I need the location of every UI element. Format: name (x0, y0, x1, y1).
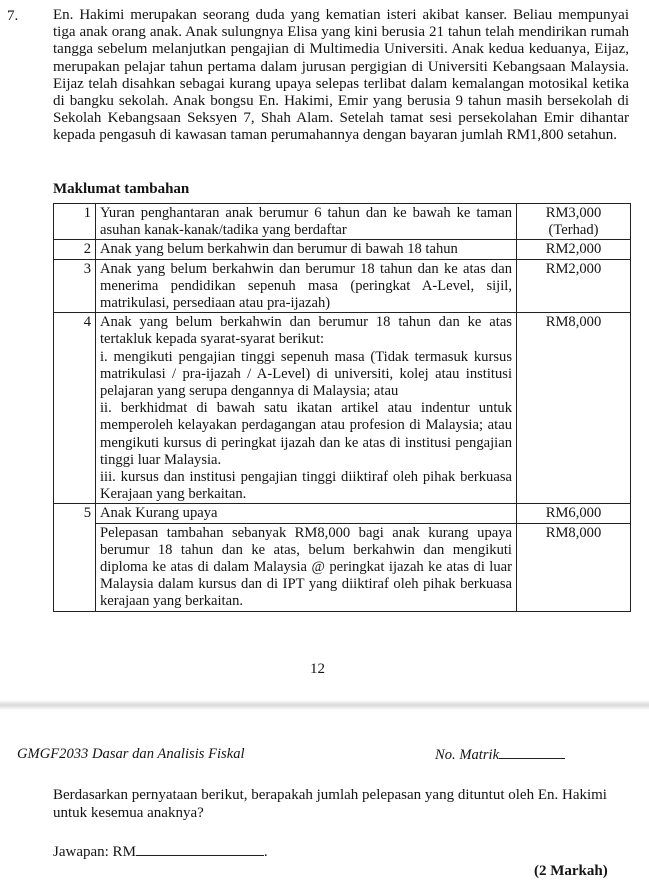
row-number: 3 (54, 259, 96, 313)
matrik-blank[interactable] (499, 746, 565, 759)
answer-field[interactable] (53, 843, 268, 861)
row-description: Pelepasan tambahan sebanyak RM8,000 bagi anak kurang upaya berumur 18 tahun dan ke atas, belum berkahwin dan mengikuti diploma ke atas di dalam Malaysia @ peringkat ijazah ke atas di luar Malaysia dalam kursus dan di IPT yang diiktiraf oleh pihak berkuasa kerajaan yang berkaitan. (96, 523, 517, 611)
table-row (54, 523, 631, 611)
amount-value: RM3,000 (545, 205, 602, 221)
question-prompt: Berdasarkan pernyataan berikut, berapakah jumlah pelepasan yang dituntut oleh En. Hakimi untuk kesemua anaknya? (53, 787, 607, 821)
row-amount: RM2,000 (517, 240, 631, 259)
page-number: 12 (310, 661, 325, 677)
row-description: Anak yang belum berkahwin dan berumur 18 tahun dan ke atas dan menerima pendidikan sepenuh masa (peringkat A-Level, sijil, matrikulasi, persediaan atau pra-ijazah) (96, 259, 517, 313)
page-divider (0, 700, 649, 710)
row-description (96, 313, 517, 504)
row-amount (517, 204, 631, 240)
matrik-field[interactable] (435, 746, 565, 764)
condition-iii: iii. kursus dan institusi pengajian tinggi diiktiraf oleh pihak berkuasa Kerajaan yang berkaitan. (100, 469, 512, 503)
answer-blank[interactable] (136, 843, 264, 856)
table-row (54, 259, 631, 313)
relief-table (53, 203, 631, 612)
table-row (54, 313, 631, 504)
row-amount: RM8,000 (517, 313, 631, 504)
row-description: Anak Kurang upaya (96, 504, 517, 523)
answer-label: Jawapan: RM (53, 844, 136, 860)
row-description: Yuran penghantaran anak berumur 6 tahun dan ke bawah ke taman asuhan kanak-kanak/tadika yang berdaftar (96, 204, 517, 240)
table-title: Maklumat tambahan (53, 181, 190, 197)
row-amount: RM8,000 (517, 523, 631, 611)
condition-i: i. mengikuti pengajian tinggi sepenuh masa (Tidak termasuk kursus matrikulasi / pra-ijazah / A-Level) di universiti, kolej atau institusi pelajaran yang serupa dengannya di Malaysia; atau (100, 348, 512, 400)
course-title: GMGF2033 Dasar dan Analisis Fiskal (17, 746, 245, 762)
marks: (2 Markah) (534, 863, 608, 879)
row-number: 2 (54, 240, 96, 259)
question-number: 7. (7, 8, 19, 24)
table-row (54, 504, 631, 523)
row-number: 5 (54, 504, 96, 611)
table-row (54, 240, 631, 259)
matrik-label: No. Matrik (435, 747, 500, 763)
description-intro: Anak yang belum berkahwin dan berumur 18 tahun dan ke atas tertakluk kepada syarat-syarat berikut: (100, 314, 512, 348)
condition-ii: ii. berkhidmat di bawah satu ikatan artikel atau indentur untuk memperoleh kelayakan perdagangan atau profesion di Malaysia; atau mengikuti kursus di peringkat ijazah dan ke atas di institusi pengajian tinggi luar Malaysia. (100, 400, 512, 468)
answer-end: . (263, 844, 268, 860)
row-description: Anak yang belum berkahwin dan berumur di bawah 18 tahun (96, 240, 517, 259)
row-amount: RM6,000 (517, 504, 631, 523)
row-number: 1 (54, 204, 96, 240)
row-amount: RM2,000 (517, 259, 631, 313)
amount-note: (Terhad) (548, 222, 599, 239)
table-row (54, 204, 631, 240)
question-paragraph: En. Hakimi merupakan seorang duda yang kematian isteri akibat kanser. Beliau mempunyai tiga anak orang anak. Anak sulungnya Elisa yang kini berusia 21 tahun telah mendirikan rumah tangga sebelum melanjutkan pengajian di Multimedia Universiti. Anak kedua keduanya, Eijaz, merupakan pelajar tahun pertama dalam jurusan pergigian di Universiti Kebangsaan Malaysia. Eijaz telah disahkan sebagai kurang upaya selepas terlibat dalam kemalangan motosikal ketika di bangku sekolah. Anak bongsu En. Hakimi, Emir yang berusia 9 tahun masih bersekolah di Sekolah Kebangsaan Seksyen 7, Shah Alam. Setelah tamat sesi persekolahan Emir dihantar kepada pengasuh di kawasan taman perumahannya dengan bayaran jumlah RM1,800 setahun. (53, 7, 629, 144)
row-number: 4 (54, 313, 96, 504)
